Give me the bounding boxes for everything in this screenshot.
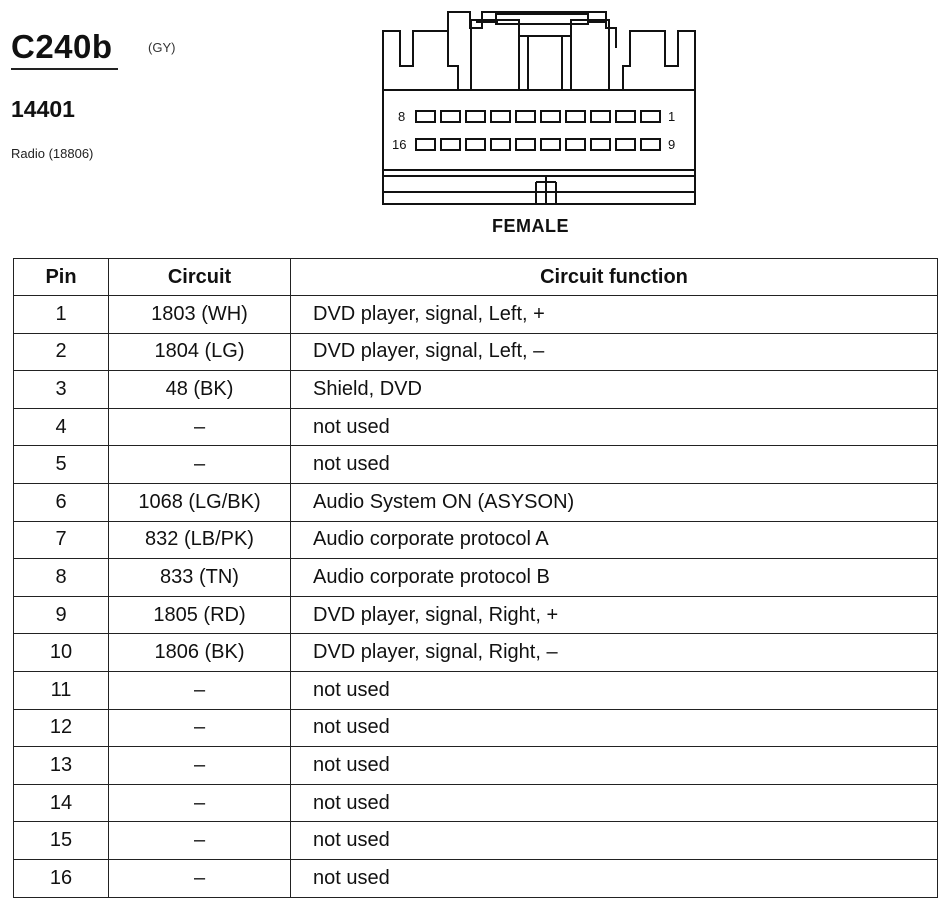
circuit-cell: 832 (LB/PK) (109, 521, 291, 559)
table-row (14, 671, 938, 709)
circuit-cell: 1806 (BK) (109, 634, 291, 672)
circuit-cell: 1805 (RD) (109, 596, 291, 634)
connector-color: (GY) (148, 40, 176, 55)
pin-cell: 4 (14, 408, 109, 446)
pin-label-9: 9 (668, 137, 676, 152)
column-header-circuit: Circuit (109, 259, 291, 296)
column-header-function: Circuit function (291, 259, 938, 296)
pin-cell: 8 (14, 559, 109, 597)
circuit-cell: – (109, 671, 291, 709)
connector-gender-label: FEMALE (492, 216, 569, 236)
column-header-pin: Pin (14, 259, 109, 296)
pin-cell: 10 (14, 634, 109, 672)
circuit-cell: – (109, 784, 291, 822)
function-cell: Audio corporate protocol B (291, 559, 938, 597)
table-row (14, 784, 938, 822)
pin-cell: 5 (14, 446, 109, 484)
function-cell: not used (291, 446, 938, 484)
function-cell: not used (291, 709, 938, 747)
connector-id-underline (11, 68, 118, 70)
pin-cell: 6 (14, 483, 109, 521)
circuit-cell: – (109, 709, 291, 747)
pin-table-body (14, 296, 938, 898)
pin-cell: 12 (14, 709, 109, 747)
function-cell: not used (291, 859, 938, 897)
table-row (14, 596, 938, 634)
pin-cell: 2 (14, 333, 109, 371)
table-row (14, 859, 938, 897)
pin-cell: 13 (14, 747, 109, 785)
function-cell: DVD player, signal, Left, – (291, 333, 938, 371)
table-row (14, 634, 938, 672)
function-cell: DVD player, signal, Right, – (291, 634, 938, 672)
function-cell: not used (291, 671, 938, 709)
component-name: Radio (18806) (11, 146, 94, 161)
table-row (14, 521, 938, 559)
circuit-cell: 1068 (LG/BK) (109, 483, 291, 521)
function-cell: Audio System ON (ASYSON) (291, 483, 938, 521)
part-number: 14401 (11, 96, 75, 122)
pin-cell: 14 (14, 784, 109, 822)
function-cell: not used (291, 408, 938, 446)
pin-cell: 11 (14, 671, 109, 709)
pin-label-16: 16 (392, 137, 407, 152)
circuit-cell: – (109, 822, 291, 860)
function-cell: Shield, DVD (291, 371, 938, 409)
connector-id: C240b (11, 28, 113, 65)
circuit-cell: – (109, 446, 291, 484)
pin-label-8: 8 (398, 109, 406, 124)
function-cell: not used (291, 822, 938, 860)
function-cell: DVD player, signal, Left, + (291, 296, 938, 334)
circuit-cell: 48 (BK) (109, 371, 291, 409)
circuit-cell: 833 (TN) (109, 559, 291, 597)
pin-label-1: 1 (668, 109, 676, 124)
function-cell: not used (291, 747, 938, 785)
pin-table (13, 258, 938, 898)
pin-cell: 3 (14, 371, 109, 409)
table-row (14, 747, 938, 785)
table-row (14, 483, 938, 521)
circuit-cell: – (109, 747, 291, 785)
function-cell: Audio corporate protocol A (291, 521, 938, 559)
table-row (14, 333, 938, 371)
circuit-cell: – (109, 859, 291, 897)
function-cell: not used (291, 784, 938, 822)
pin-cell: 15 (14, 822, 109, 860)
pin-cell: 9 (14, 596, 109, 634)
circuit-cell: 1804 (LG) (109, 333, 291, 371)
table-row (14, 446, 938, 484)
circuit-cell: – (109, 408, 291, 446)
pin-cell: 7 (14, 521, 109, 559)
function-cell: DVD player, signal, Right, + (291, 596, 938, 634)
table-row (14, 371, 938, 409)
table-row (14, 709, 938, 747)
table-row (14, 822, 938, 860)
connector-face-diagram (378, 6, 708, 206)
pin-cell: 16 (14, 859, 109, 897)
table-row (14, 559, 938, 597)
table-row (14, 408, 938, 446)
circuit-cell: 1803 (WH) (109, 296, 291, 334)
pin-cell: 1 (14, 296, 109, 334)
table-row (14, 296, 938, 334)
table-header-row (14, 259, 938, 296)
